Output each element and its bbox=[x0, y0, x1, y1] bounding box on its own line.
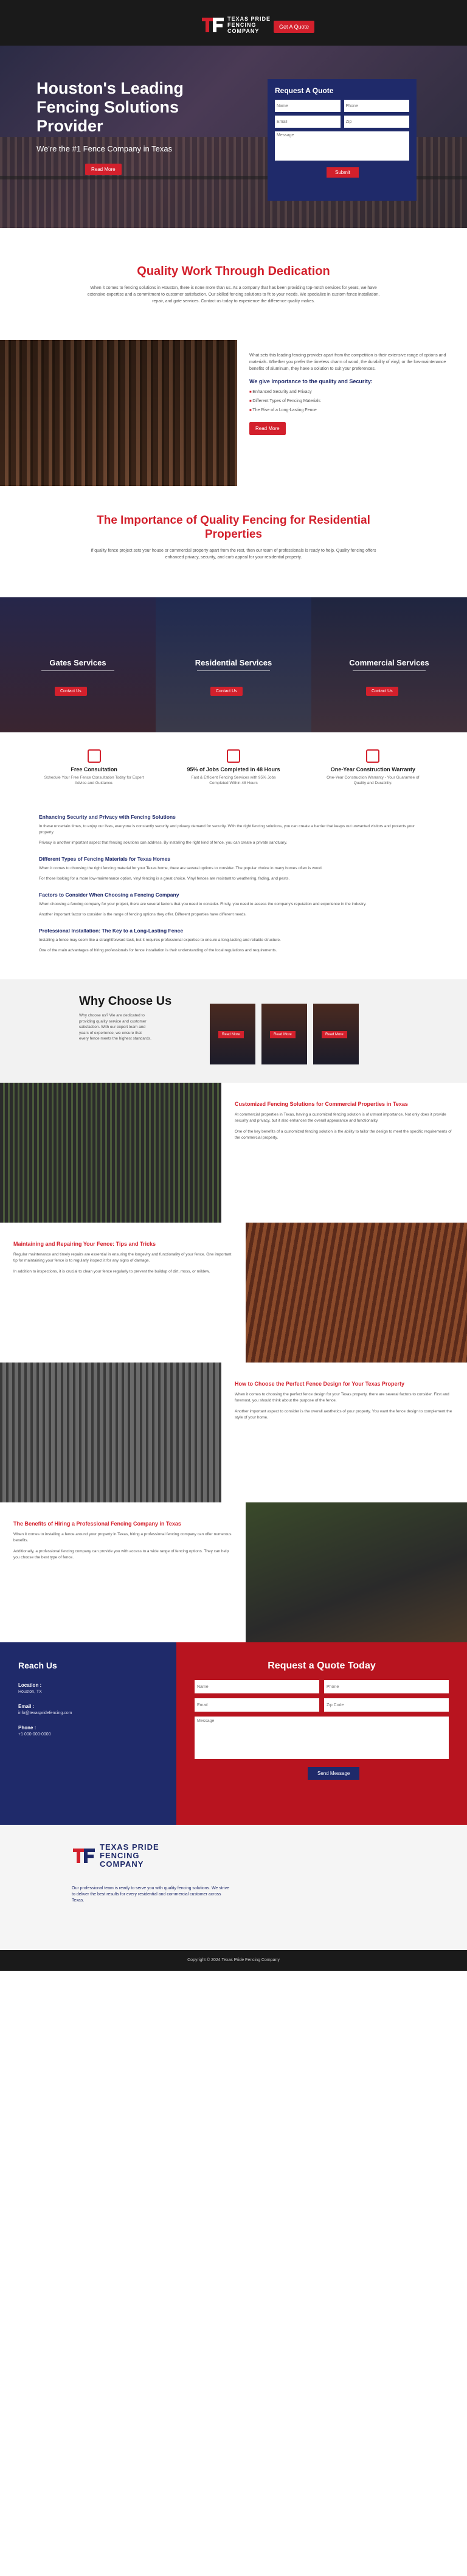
contact-message-input[interactable] bbox=[195, 1717, 449, 1759]
quote-zip-input[interactable] bbox=[344, 116, 410, 128]
reach-title: Reach Us bbox=[18, 1661, 57, 1670]
wood-fence-image bbox=[246, 1223, 467, 1363]
block-paragraph: When it comes to installing a fence around your property in Texas, hiring a professional fencing company can offer numerous benefits. bbox=[13, 1532, 232, 1543]
site-logo[interactable] bbox=[201, 16, 271, 34]
quote-form-title: Request A Quote bbox=[275, 86, 334, 95]
quality-intro: What sets this leading fencing provider apart from the competition is their extensive range of options and materials. Whether you prefer the timeless charm of wood, the durability of vinyl, or the low-maintenance benefits of aluminum, they have a solution to suit your preferences. bbox=[249, 353, 446, 371]
article-heading: Professional Installation: The Key to a Long-Lasting Fence bbox=[39, 928, 184, 934]
contact-email-input[interactable] bbox=[195, 1698, 319, 1712]
feature-desc: One-Year Construction Warranty - Your Guarantee of Quality and Durability. bbox=[327, 776, 420, 785]
quality-read-more-button[interactable]: Read More bbox=[249, 422, 286, 435]
block-paragraph: One of the key benefits of a customized fencing solution is the ability to tailor the design to meet the specific requirements of the commercial property. bbox=[235, 1130, 452, 1140]
hero-title: Houston's Leading Fencing Solutions Provider bbox=[36, 79, 184, 135]
service-card-gates bbox=[0, 597, 156, 732]
importance-section bbox=[0, 486, 467, 597]
feature-desc: Schedule Your Free Fence Consultation Today for Expert Advice and Guidance. bbox=[44, 776, 144, 785]
footer-logo-line2: FENCING bbox=[100, 1851, 140, 1860]
block-paragraph: Additionally, a professional fencing company can provide you with access to a wide range of fencing options. They can help you choose the best type of fence. bbox=[13, 1549, 229, 1560]
logo-line1: TEXAS PRIDE bbox=[227, 16, 271, 22]
metal-fence-image bbox=[0, 1363, 221, 1502]
features-row bbox=[0, 732, 467, 798]
feature-title: Free Consultation bbox=[71, 766, 117, 772]
warranty-icon bbox=[366, 749, 379, 763]
dedication-section bbox=[0, 228, 467, 340]
article-heading: Enhancing Security and Privacy with Fencing Solutions bbox=[39, 814, 176, 820]
quote-submit-button[interactable]: Submit bbox=[327, 167, 359, 178]
hero-quote-form bbox=[268, 79, 417, 201]
commercial-fence-image bbox=[0, 1083, 221, 1223]
quality-points bbox=[249, 389, 455, 414]
service-divider bbox=[353, 670, 426, 671]
quote-name-input[interactable] bbox=[275, 100, 341, 112]
phone-value[interactable]: +1 000-000-0000 bbox=[18, 1732, 51, 1737]
why-card bbox=[313, 1004, 359, 1064]
block-title: How to Choose the Perfect Fence Design for Your Texas Property bbox=[235, 1381, 405, 1387]
logo-text bbox=[227, 16, 271, 34]
quote-email-input[interactable] bbox=[275, 116, 341, 128]
block-title: Maintaining and Repairing Your Fence: Tips and Tricks bbox=[13, 1241, 156, 1247]
location-value: Houston, TX bbox=[18, 1690, 42, 1694]
article-paragraph: In these uncertain times, to enjoy our lives, everyone is constantly security and privacy demand for security. With the right fencing solutions, you can create a barrier that keeps out unwanted visitors and protects your property. bbox=[39, 824, 415, 835]
article-heading: Factors to Consider When Choosing a Fencing Company bbox=[39, 892, 179, 898]
service-contact-button[interactable]: Contact Us bbox=[55, 687, 87, 696]
clock-icon bbox=[227, 749, 240, 763]
quality-point: ■ Different Types of Fencing Materials bbox=[249, 398, 455, 405]
feature-desc: Fast & Efficient Fencing Services with 95% Jobs Completed Within 48 Hours bbox=[191, 776, 276, 785]
contact-name-input[interactable] bbox=[195, 1680, 319, 1693]
logo-icon bbox=[201, 16, 225, 33]
contact-phone-input[interactable] bbox=[324, 1680, 449, 1693]
footer-logo-text bbox=[100, 1843, 159, 1869]
importance-body: If quality fence project sets your house or commercial property apart from the rest, then our team of professionals is ready to help. Quality fencing offers enhanced privacy, security, and curb appeal for your residential property. bbox=[91, 549, 376, 560]
quality-point: ■ The Rise of a Long-Lasting Fence bbox=[249, 407, 455, 414]
service-title: Gates Services bbox=[49, 658, 106, 667]
dedication-body: When it comes to fencing solutions in Houston, there is none more than us. As a company that has been providing top-notch services for years, we have extensive expertise and a commitment to customer satisfaction. Our skilled fencing solutions to fit to your needs. We specialize in custom fence installation, repair, and gate services. Contact us today to experience the difference quality makes. bbox=[87, 286, 380, 304]
hiring-benefits-block bbox=[0, 1502, 467, 1642]
why-card-button[interactable]: Read More bbox=[218, 1031, 244, 1038]
feature-free-consultation bbox=[43, 749, 146, 786]
site-header bbox=[0, 0, 467, 46]
service-title: Residential Services bbox=[195, 658, 272, 667]
logo-line2: FENCING bbox=[227, 22, 257, 28]
site-footer bbox=[0, 1825, 467, 1971]
block-paragraph: In addition to inspections, it is crucial to clean your fence regularly to prevent the buildup of dirt, moss, or mildew. bbox=[13, 1269, 210, 1274]
location-label: Location : bbox=[18, 1682, 42, 1688]
dedication-title: Quality Work Through Dedication bbox=[137, 265, 330, 278]
block-title: Customized Fencing Solutions for Commercial Properties in Texas bbox=[235, 1101, 408, 1107]
quote-phone-input[interactable] bbox=[344, 100, 410, 112]
article-paragraph: One of the main advantages of hiring professionals for fence installation is their understanding of the local regulations and requirements. bbox=[39, 948, 277, 953]
reach-us-panel bbox=[0, 1642, 176, 1825]
why-card bbox=[210, 1004, 255, 1064]
block-paragraph: Another important aspect to consider is the overall aesthetics of your property. You want the fence design to complement the style of your home. bbox=[235, 1409, 452, 1420]
contact-section bbox=[0, 1642, 467, 1825]
block-paragraph: Regular maintenance and timely repairs are essential in ensuring the longevity and functionality of your fence. One important tip for maintaining your fence is to regularly inspect it for any signs of damage. bbox=[13, 1252, 232, 1263]
service-divider bbox=[41, 670, 114, 671]
service-card-residential bbox=[156, 597, 311, 732]
phone-label: Phone : bbox=[18, 1725, 36, 1731]
importance-title: The Importance of Quality Fencing for Residential Properties bbox=[97, 514, 370, 541]
consultation-icon bbox=[88, 749, 101, 763]
service-contact-button[interactable]: Contact Us bbox=[210, 687, 243, 696]
article-paragraph: For those looking for a more low-maintenance option, vinyl fencing is a great choice. Vinyl fences are resistant to weathering, fading, and pests. bbox=[39, 877, 290, 881]
quote-today-title: Request a Quote Today bbox=[268, 1661, 376, 1671]
footer-logo-line1: TEXAS PRIDE bbox=[100, 1842, 159, 1852]
block-title: The Benefits of Hiring a Professional Fencing Company in Texas bbox=[13, 1521, 181, 1527]
email-label: Email : bbox=[18, 1704, 35, 1709]
feature-title: 95% of Jobs Completed in 48 Hours bbox=[187, 766, 280, 772]
send-message-button[interactable]: Send Message bbox=[308, 1767, 359, 1780]
services-section bbox=[0, 597, 467, 732]
service-title: Commercial Services bbox=[349, 658, 429, 667]
copyright: Copyright © 2024 Texas Pride Fencing Company bbox=[0, 1950, 467, 1971]
feature-fast-jobs bbox=[182, 749, 285, 786]
gate-image bbox=[0, 340, 237, 486]
service-card-commercial bbox=[311, 597, 467, 732]
article-paragraph: Installing a fence may seem like a straightforward task, but it requires professional expertise to ensure a long-lasting and reliable structure. bbox=[39, 938, 281, 942]
quality-security-section bbox=[0, 340, 467, 486]
quality-point: ■ Enhanced Security and Privacy bbox=[249, 389, 455, 396]
service-divider bbox=[197, 670, 270, 671]
feature-title: One-Year Construction Warranty bbox=[330, 766, 415, 772]
why-card-button[interactable]: Read More bbox=[322, 1031, 347, 1038]
contact-zip-input[interactable] bbox=[324, 1698, 449, 1712]
quote-message-input[interactable] bbox=[275, 131, 409, 161]
fence-design-block bbox=[0, 1363, 467, 1502]
article-paragraph: When choosing a fencing company for your project, there are several factors that you need to consider. Firstly, you need to assess the company's reputation and experience in the industry. bbox=[39, 902, 367, 906]
why-card-button[interactable]: Read More bbox=[270, 1031, 296, 1038]
article-paragraph: Privacy is another important aspect that fencing solutions can address. By installing the right kind of fence, you can create a private sanctuary. bbox=[39, 841, 288, 845]
footer-logo[interactable] bbox=[72, 1843, 159, 1869]
logo-line3: COMPANY bbox=[227, 28, 260, 34]
article-paragraph: Another important factor to consider is the range of fencing options they offer. Different properties have different needs. bbox=[39, 912, 247, 917]
article-section bbox=[0, 798, 467, 979]
why-choose-us-section bbox=[0, 979, 467, 1083]
worker-image bbox=[246, 1502, 467, 1642]
hero-read-more-button[interactable]: Read More bbox=[85, 164, 122, 175]
why-title: Why Choose Us bbox=[79, 995, 172, 1008]
feature-warranty bbox=[321, 749, 424, 786]
why-card bbox=[261, 1004, 307, 1064]
why-body: Why choose us? We are dedicated to providing quality service and customer satisfaction. With our expert team and years of experience, we ensure that every fence meets the highest standards. bbox=[79, 1013, 151, 1041]
maintenance-block bbox=[0, 1223, 467, 1363]
commercial-solutions-block bbox=[0, 1083, 467, 1223]
block-paragraph: When it comes to choosing the perfect fence design for your Texas property, there are several factors to consider. First and foremost, you should think about the purpose of the fence. bbox=[235, 1392, 449, 1403]
quality-heading: We give Importance to the quality and Security: bbox=[249, 378, 373, 384]
hero-section bbox=[0, 46, 467, 228]
article-paragraph: When it comes to choosing the right fencing material for your Texas home, there are several options to consider. The popular choice in many homes often is wood. bbox=[39, 866, 323, 870]
service-contact-button[interactable]: Contact Us bbox=[366, 687, 398, 696]
hero-subtitle: We're the #1 Fence Company in Texas bbox=[36, 144, 173, 153]
get-quote-button[interactable]: Get A Quote bbox=[274, 21, 314, 33]
email-value[interactable]: info@texaspridefencing.com bbox=[18, 1711, 72, 1715]
quote-today-form bbox=[176, 1642, 467, 1825]
article-heading: Different Types of Fencing Materials for Texas Homes bbox=[39, 856, 171, 862]
logo-icon bbox=[72, 1847, 96, 1864]
footer-blurb: Our professional team is ready to serve you with quality fencing solutions. We strive to deliver the best results for every residential and commercial customer across Texas. bbox=[72, 1886, 229, 1903]
block-paragraph: At commercial properties in Texas, having a customized fencing solution is of utmost importance. Not only does it provide security and privacy, but it also enhances the overall appearance and functionality. bbox=[235, 1113, 446, 1123]
footer-logo-line3: COMPANY bbox=[100, 1859, 144, 1869]
